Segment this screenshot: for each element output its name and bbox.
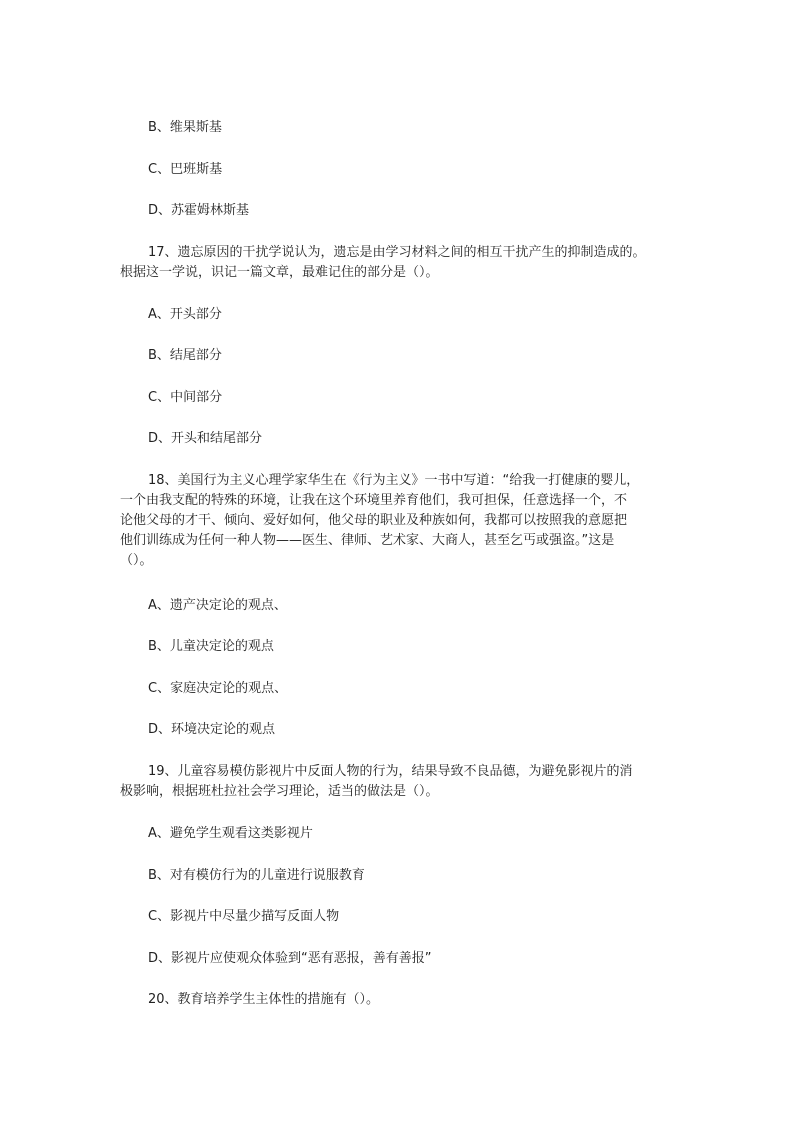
q17-option-a: A、开头部分	[148, 307, 222, 322]
q18-stem-line-2: 一个由我支配的特殊的环境，让我在这个环境里养育他们，我可担保，任意选择一个，不	[120, 493, 628, 508]
q18-option-a: A、遗产决定论的观点、	[148, 598, 287, 613]
q16-option-d: D、苏霍姆林斯基	[148, 203, 250, 218]
q17-option-b: B、结尾部分	[148, 348, 222, 363]
q18-option-b: B、儿童决定论的观点	[148, 639, 274, 654]
q18-option-d: D、环境决定论的观点	[148, 722, 276, 737]
q19-stem	[120, 762, 680, 802]
q18-stem-line-4: 他们训练成为任何一种人物——医生、律师、艺术家、大商人，甚至乞丐或强盗。”这是	[120, 533, 615, 548]
q19-stem-line-2: 极影响，根据班杜拉社会学习理论，适当的做法是（）。	[120, 784, 439, 799]
q17-stem	[120, 243, 680, 283]
q18-stem-line-5: （）。	[120, 553, 153, 568]
q16-option-b: B、维果斯基	[148, 120, 222, 135]
q19-option-b: B、对有模仿行为的儿童进行说服教育	[148, 868, 365, 883]
q17-stem-line-2: 根据这一学说，识记一篇文章，最难记住的部分是（）。	[120, 265, 439, 280]
q19-stem-line-1: 19、儿童容易模仿影视片中反面人物的行为，结果导致不良品德，为避免影视片的消	[148, 764, 633, 779]
q18-stem-line-1: 18、美国行为主义心理学家华生在《行为主义》一书中写道：“给我一打健康的婴儿，	[148, 473, 640, 488]
q18-stem-line-3: 论他父母的才干、倾向、爱好如何，他父母的职业及种族如何，我都可以按照我的意愿把	[120, 513, 628, 528]
q18-option-c: C、家庭决定论的观点、	[148, 681, 288, 696]
q19-option-d: D、影视片应使观众体验到“恶有恶报，善有善报”	[148, 951, 432, 966]
q17-option-c: C、中间部分	[148, 390, 223, 405]
q18-stem	[120, 471, 680, 571]
q16-option-c: C、巴班斯基	[148, 162, 223, 177]
q20-stem-line-1: 20、教育培养学生主体性的措施有（）。	[148, 992, 380, 1007]
q17-stem-line-1: 17、遗忘原因的干扰学说认为，遗忘是由学习材料之间的相互干扰产生的抑制造成的。	[148, 245, 646, 260]
q17-option-d: D、开头和结尾部分	[148, 431, 263, 446]
q19-option-a: A、避免学生观看这类影视片	[148, 826, 313, 841]
q19-option-c: C、影视片中尽量少描写反面人物	[148, 909, 340, 924]
q20-stem	[120, 990, 680, 1010]
